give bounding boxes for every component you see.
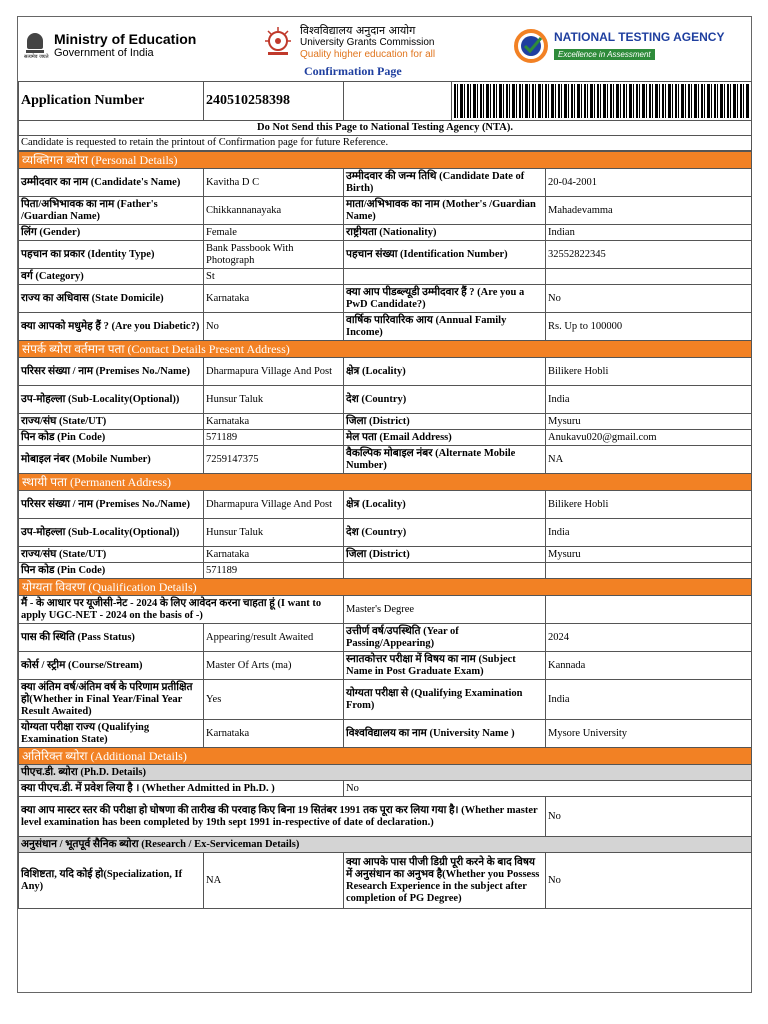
field-value: Appearing/result Awaited (204, 624, 344, 652)
application-table (18, 81, 752, 151)
field-value: No (546, 853, 752, 909)
field-value: India (546, 386, 752, 414)
field-label: उप-मोहल्ला (Sub-Locality(Optional)) (19, 519, 204, 547)
field-value: No (546, 285, 752, 313)
field-value: Chikkannanayaka (204, 197, 344, 225)
ugc-tagline: Quality higher education for all (300, 49, 436, 60)
field-label: पहचान का प्रकार (Identity Type) (19, 241, 204, 269)
field-label: पिन कोड (Pin Code) (19, 563, 204, 579)
field-label: परिसर संख्या / नाम (Premises No./Name) (19, 491, 204, 519)
moe-subtitle: Government of India (54, 47, 154, 59)
section-permanent-address: स्थायी पता (Permanent Address) (19, 474, 752, 491)
field-value: Yes (204, 680, 344, 720)
field-value: Mysore University (546, 720, 752, 748)
field-label: जिला (District) (344, 414, 546, 430)
field-value: Kavitha D C (204, 169, 344, 197)
field-label: उम्मीदवार का नाम (Candidate's Name) (19, 169, 204, 197)
field-value: Dharmapura Village And Post (204, 358, 344, 386)
barcode (452, 82, 752, 121)
field-label: उत्तीर्ण वर्ष/उपस्थिति (Year of Passing/Appearing) (344, 624, 546, 652)
field-value: Dharmapura Village And Post (204, 491, 344, 519)
field-value: Hunsur Taluk (204, 519, 344, 547)
field-label: योग्यता परीक्षा राज्य (Qualifying Examination State) (19, 720, 204, 748)
field-label: लिंग (Gender) (19, 225, 204, 241)
section-additional-details: अतिरिक्त ब्योरा (Additional Details) (19, 748, 752, 765)
field-label: क्या आप मास्टर स्तर की परीक्षा हो घोषणा की तारीख की परवाह किए बिना 19 सितंबर 1991 तक पूरा कर लिया गया है। (Whether master level examination has been completed by 19th sept 1991 in-respective of date of declaration.) (19, 797, 546, 837)
field-label: क्या पीएच.डी. में प्रवेश लिया है । (Whether Admitted in Ph.D. ) (19, 781, 344, 797)
field-value: NA (546, 446, 752, 474)
field-label: जिला (District) (344, 547, 546, 563)
ugc-emblem-icon (260, 25, 296, 61)
field-label: परिसर संख्या / नाम (Premises No./Name) (19, 358, 204, 386)
field-value: 20-04-2001 (546, 169, 752, 197)
field-label: देश (Country) (344, 519, 546, 547)
email-value: Anukavu020@gmail.com (546, 430, 752, 446)
field-value: Karnataka (204, 414, 344, 430)
field-value: 2024 (546, 624, 752, 652)
field-value: No (344, 781, 752, 797)
field-value: India (546, 519, 752, 547)
field-value: Female (204, 225, 344, 241)
field-label: स्नातकोत्तर परीक्षा में विषय का नाम (Subject Name in Post Graduate Exam) (344, 652, 546, 680)
field-value: 571189 (204, 430, 344, 446)
field-label: क्या अंतिम वर्ष/अंतिम वर्ष के परिणाम प्रतीक्षित हो(Whether in Final Year/Final Year Result Awaited) (19, 680, 204, 720)
nta-logo (514, 29, 724, 63)
application-number-value: 240510258398 (204, 82, 344, 121)
field-label: माता/अभिभावक का नाम (Mother's /Guardian Name) (344, 197, 546, 225)
field-label: उम्मीदवार की जन्म तिथि (Candidate Date of Birth) (344, 169, 546, 197)
field-value: Bilikere Hobli (546, 491, 752, 519)
ugc-logo (260, 25, 435, 61)
field-label: राज्य का अधिवास (State Domicile) (19, 285, 204, 313)
national-emblem-icon: सत्यमेव जयते (24, 31, 46, 63)
field-value: Karnataka (204, 720, 344, 748)
field-label: मेल पता (Email Address) (344, 430, 546, 446)
field-value: Master's Degree (344, 596, 546, 624)
field-label: विशिष्टता, यदि कोई हो(Specialization, If Any) (19, 853, 204, 909)
field-value: Karnataka (204, 547, 344, 563)
research-details-header: अनुसंधान / भूतपूर्व सैनिक ब्योरा (Research / Ex-Serviceman Details) (19, 837, 752, 853)
personal-details-table (18, 151, 752, 909)
field-value: Mahadevamma (546, 197, 752, 225)
field-value: No (546, 797, 752, 837)
field-value: Bilikere Hobli (546, 358, 752, 386)
field-label: मोबाइल नंबर (Mobile Number) (19, 446, 204, 474)
field-label: वर्ग (Category) (19, 269, 204, 285)
field-value: India (546, 680, 752, 720)
ugc-hindi-name: विश्वविद्यालय अनुदान आयोग (300, 24, 416, 37)
nta-emblem-icon (514, 29, 548, 63)
phd-details-header: पीएच.डी. ब्योरा (Ph.D. Details) (19, 765, 752, 781)
field-label: क्या आप पीडब्ल्यूडी उम्मीदवार हैं ? (Are you a PwD Candidate?) (344, 285, 546, 313)
field-label: पिता/अभिभावक का नाम (Father's /Guardian Name) (19, 197, 204, 225)
ugc-english-name: University Grants Commission (300, 37, 435, 48)
field-value: 571189 (204, 563, 344, 579)
field-label: विश्वविद्यालय का नाम (University Name ) (344, 720, 546, 748)
header (18, 17, 751, 81)
section-personal-details: व्यक्तिगत ब्योरा (Personal Details) (19, 152, 752, 169)
field-label: वैकल्पिक मोबाइल नंबर (Alternate Mobile Number) (344, 446, 546, 474)
field-value: No (204, 313, 344, 341)
field-value: NA (204, 853, 344, 909)
section-qualification-details: योग्यता विवरण (Qualification Details) (19, 579, 752, 596)
retain-note: Candidate is requested to retain the printout of Confirmation page for future Reference. (19, 136, 752, 151)
field-label: राज्य/संघ (State/UT) (19, 414, 204, 430)
field-value: Hunsur Taluk (204, 386, 344, 414)
nta-name: NATIONAL TESTING AGENCY (554, 30, 725, 44)
application-number-label: Application Number (19, 82, 204, 121)
field-value: Indian (546, 225, 752, 241)
field-value: Mysuru (546, 547, 752, 563)
field-label: राष्ट्रीयता (Nationality) (344, 225, 546, 241)
moe-title: Ministry of Education (54, 31, 197, 47)
field-label: पिन कोड (Pin Code) (19, 430, 204, 446)
field-value: 32552822345 (546, 241, 752, 269)
confirmation-page-title: Confirmation Page (304, 64, 402, 78)
field-label: देश (Country) (344, 386, 546, 414)
field-label: कोर्स / स्ट्रीम (Course/Stream) (19, 652, 204, 680)
field-value: 7259147375 (204, 446, 344, 474)
moe-logo (24, 31, 196, 63)
field-label: वार्षिक पारिवारिक आय (Annual Family Income) (344, 313, 546, 341)
field-label: योग्यता परीक्षा से (Qualifying Examination From) (344, 680, 546, 720)
field-value: Karnataka (204, 285, 344, 313)
field-label: उप-मोहल्ला (Sub-Locality(Optional)) (19, 386, 204, 414)
field-label: क्या आपको मधुमेह हैं ? (Are you Diabetic?) (19, 313, 204, 341)
confirmation-page (17, 16, 752, 993)
field-label: पहचान संख्या (Identification Number) (344, 241, 546, 269)
field-label: राज्य/संघ (State/UT) (19, 547, 204, 563)
field-label: क्या आपके पास पीजी डिग्री पूरी करने के बाद विषय में अनुसंधान का अनुभव है(Whether you Possess Research Experience in the subject after completion of PG Degree) (344, 853, 546, 909)
field-value: Bank Passbook With Photograph (204, 241, 344, 269)
field-value: Master Of Arts (ma) (204, 652, 344, 680)
field-value: Rs. Up to 100000 (546, 313, 752, 341)
field-value: Mysuru (546, 414, 752, 430)
nta-tagline: Excellence in Assessment (554, 49, 655, 60)
do-not-send-notice: Do Not Send this Page to National Testing Agency (NTA). (19, 121, 752, 136)
field-label: क्षेत्र (Locality) (344, 491, 546, 519)
field-value: St (204, 269, 344, 285)
section-contact-details: संपर्क ब्योरा वर्तमान पता (Contact Details Present Address) (19, 341, 752, 358)
field-label: मैं - के आधार पर यूजीसी-नेट - 2024 के लिए आवेदन करना चाहता हूं (I want to apply UGC-NET - 2024 on the basis of -) (19, 596, 344, 624)
field-value: Kannada (546, 652, 752, 680)
field-label: क्षेत्र (Locality) (344, 358, 546, 386)
field-label: पास की स्थिति (Pass Status) (19, 624, 204, 652)
